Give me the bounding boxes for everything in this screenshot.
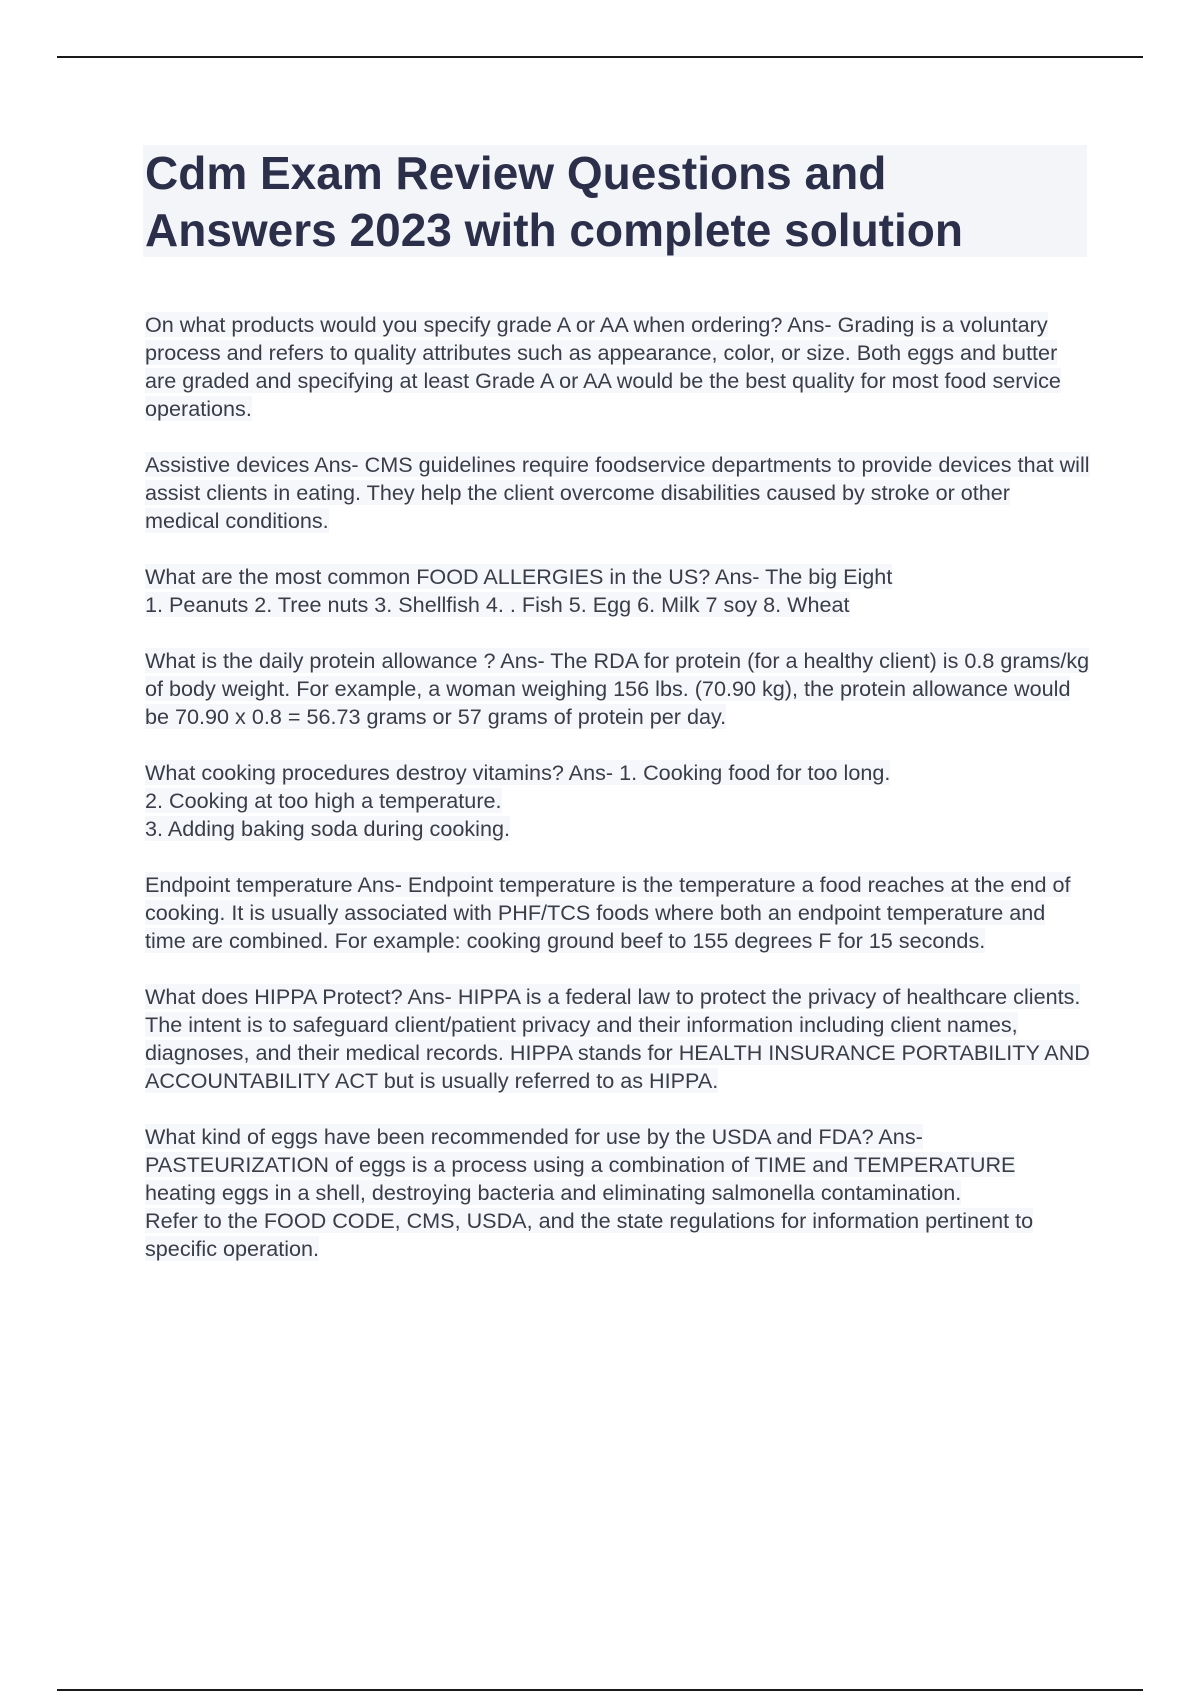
qa-entry-text: Assistive devices Ans- CMS guidelines require foodservice departments to provide devices that will assist clients in eating. They help the client overcome disabilities caused by stroke or other medical conditions. <box>145 452 1090 533</box>
bottom-divider <box>57 1689 1143 1691</box>
title-block <box>143 145 1087 257</box>
document-title: Cdm Exam Review Questions and Answers 2023 with complete solution <box>145 147 963 256</box>
qa-entry-text: On what products would you specify grade A or AA when ordering? Ans- Grading is a voluntary process and refers to quality attributes such as appearance, color, or size. Both eggs and butter are graded and specifying at least Grade A or AA would be the best quality for most food service operations. <box>145 312 1061 421</box>
qa-entry <box>145 871 1090 955</box>
qa-entry-text: What cooking procedures destroy vitamins? Ans- 1. Cooking food for too long. 2. Cooking at too high a temperature. 3. Adding baking soda during cooking. <box>145 760 891 841</box>
qa-entry-text: What is the daily protein allowance ? Ans- The RDA for protein (for a healthy client) is 0.8 grams/kg of body weight. For example, a woman weighing 156 lbs. (70.90 kg), the protein allowance would be 70.90 x 0.8 = 56.73 grams or 57 grams of protein per day. <box>145 648 1090 729</box>
qa-entry <box>145 311 1090 423</box>
qa-entry-text: What kind of eggs have been recommended for use by the USDA and FDA? Ans- PASTEURIZATION of eggs is a process using a combination of TIME and TEMPERATURE heating eggs in a shell, destroying bacteria and eliminating salmonella contamination. Refer to the FOOD CODE, CMS, USDA, and the state regulations for information pertinent to specific operation. <box>145 1124 1034 1261</box>
qa-entry <box>145 759 1090 843</box>
qa-entry-text: What does HIPPA Protect? Ans- HIPPA is a federal law to protect the privacy of healthcare clients. The intent is to safeguard client/patient privacy and their information including client names, diagnoses, and their medical records. HIPPA stands for HEALTH INSURANCE PORTABILITY AND ACCOUNTABILITY ACT but is usually referred to as HIPPA. <box>145 984 1090 1093</box>
qa-entry <box>145 451 1090 535</box>
qa-entry <box>145 1123 1090 1263</box>
qa-entry <box>145 983 1090 1095</box>
top-divider <box>57 56 1143 58</box>
qa-entry <box>145 563 1090 619</box>
qa-list <box>145 311 1090 1291</box>
qa-entry-text: What are the most common FOOD ALLERGIES in the US? Ans- The big Eight 1. Peanuts 2. Tree nuts 3. Shellfish 4. . Fish 5. Egg 6. Milk 7 soy 8. Wheat <box>145 564 893 617</box>
qa-entry-text: Endpoint temperature Ans- Endpoint temperature is the temperature a food reaches at the end of cooking. It is usually associated with PHF/TCS foods where both an endpoint temperature and time are combined. For example: cooking ground beef to 155 degrees F for 15 seconds. <box>145 872 1071 953</box>
qa-entry <box>145 647 1090 731</box>
